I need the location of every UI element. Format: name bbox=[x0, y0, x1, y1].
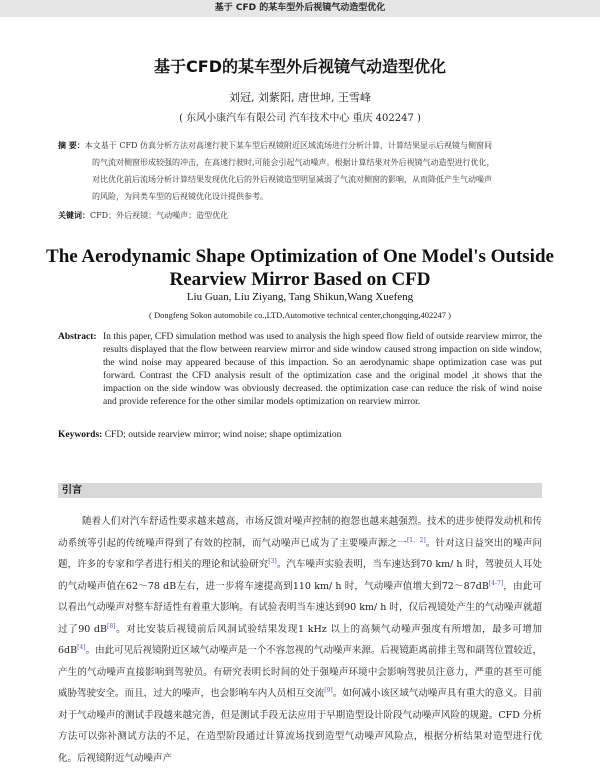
cn-keywords bbox=[58, 209, 542, 223]
cn-keywords-text: CFD；外后视镜；气动噪声；造型优化 bbox=[90, 211, 229, 220]
section-heading: 引言 bbox=[62, 485, 82, 496]
running-header: 基于 CFD 的某车型外后视镜气动造型优化 bbox=[0, 0, 600, 17]
citation[interactable]: [4-7] bbox=[488, 579, 504, 587]
citation[interactable]: [4] bbox=[77, 643, 86, 651]
en-abstract-label: Abstract: bbox=[58, 332, 97, 342]
citation[interactable]: [8] bbox=[107, 622, 116, 630]
en-title-line: Rearview Mirror Based on CFD bbox=[169, 269, 431, 290]
en-title-line: The Aerodynamic Shape Optimization of One Model's Outside bbox=[46, 246, 554, 267]
citation[interactable]: [9] bbox=[324, 686, 333, 694]
citation[interactable]: [3] bbox=[268, 557, 277, 565]
cn-title: 基于CFD的某车型外后视镜气动造型优化 bbox=[154, 57, 446, 76]
en-affiliation: ( Dongfeng Sokon automobile co.,LTD,Automotive technical center,chongqing,402247 ) bbox=[149, 310, 451, 320]
section-heading-bar bbox=[58, 483, 542, 498]
citation[interactable]: [1、2] bbox=[406, 536, 426, 544]
en-abstract-text: In this paper, CFD simulation method was used to analysis the high speed flow field of outside rearview mirror, the results displayed that the flow between rearview mirror and side window caused strong impaction on side window, the wind noise may appeared because of this impaction. So an aerodynamic shape optimization case was put forward. Contrast the CFD analysis result of the optimization case and the original model ,it shows that the impaction on the side window was obviously decreased. the optimization case can reduce the risk of wind noise and provide reference for the other similar models optimization on rearview mirror. bbox=[103, 332, 542, 407]
en-keywords-label: Keywords: bbox=[58, 430, 103, 440]
cn-abstract bbox=[58, 137, 542, 205]
en-authors: Liu Guan, Liu Ziyang, Tang Shikun,Wang Xuefeng bbox=[186, 291, 414, 303]
en-keywords-text: CFD; outside rearview mirror; wind noise; shape optimization bbox=[104, 430, 342, 440]
cn-abstract-line: 对比优化前后流场分析计算结果发现优化后的外后视镜造型明显减弱了气流对侧窗的影响，从而降低产生气动噪声 bbox=[92, 175, 492, 184]
cn-abstract-line: 的气流对侧窗形成较强的冲击，在高速行驶时,可能会引起气动噪声。根据计算结果对外后视镜气动造型进行优化， bbox=[92, 158, 495, 167]
intro-paragraph: 随着人们对汽车舒适性要求越来越高，市场反馈对噪声控制的抱怨也越来越强烈。技术的进步使得发动机和传动系统等引起的传统噪声得到了有效的控制，而气动噪声已成为了主要噪声源之一[1、2]。针对这日益突出的噪声问题，许多的专家和学者进行相关的理论和试验研究[3]。汽车噪声实验表明，当车速达到70 km/ h 时，驾驶员人耳处的气动噪声值在62～78 dB左右，进一步将车速提高到110 km/ h 时，气动噪声值增大到72～87dB[4-7]，由此可以看出气动噪声对整车舒适性有着重大影响。有试验表明当车速达到90 km/ h 时，仅后视镜处产生的气动噪声就超过了90 dB[8]。对比安装后视镜前后风洞试验结果发现1 kHz 以上的高频气动噪声强度有所增加，最多可增加6dB[4]。由此可见后视镜附近区域气动噪声是一个不容忽视的气动噪声来源。后视镜距离前排主驾和副驾位置较近，产生的气动噪声直接影响到驾驶员。有研究表明长时间的处于强噪声环境中会影响驾驶员注意力，严重的甚至可能威胁驾驶安全。而且，过大的噪声，也会影响车内人员相互交流[9]。如何减小该区域气动噪声具有重大的意义。目前对于气动噪声的测试手段越来越完善，但是测试手段无法应用于早期造型设计阶段气动噪声风险的规避。CFD 分析方法可以弥补测试方法的不足，在造型阶段通过计算流场找到造型气动噪声风险点，根据分析结果对造型进行优化。后视镜附近气动噪声产 bbox=[58, 516, 542, 764]
en-title bbox=[0, 245, 600, 291]
en-abstract bbox=[58, 331, 542, 409]
cn-abstract-line: 的风险，为同类车型的后视镜优化设计提供参考。 bbox=[92, 192, 268, 201]
cn-affiliation: ( 东风小康汽车有限公司 汽车技术中心 重庆 402247 ) bbox=[179, 113, 421, 124]
en-keywords bbox=[58, 429, 542, 442]
cn-abstract-line: 摘 要：本文基于 CFD 仿真分析方法对高速行驶下某车型后视镜附近区域流场进行分析计算，计算结果显示后视镜与侧窗间 bbox=[58, 141, 492, 150]
cn-keywords-label: 关键词： bbox=[58, 211, 90, 220]
cn-authors: 刘冠, 刘紫阳, 唐世坤, 王雪峰 bbox=[229, 91, 371, 104]
cn-abstract-label: 摘 要： bbox=[58, 141, 85, 150]
